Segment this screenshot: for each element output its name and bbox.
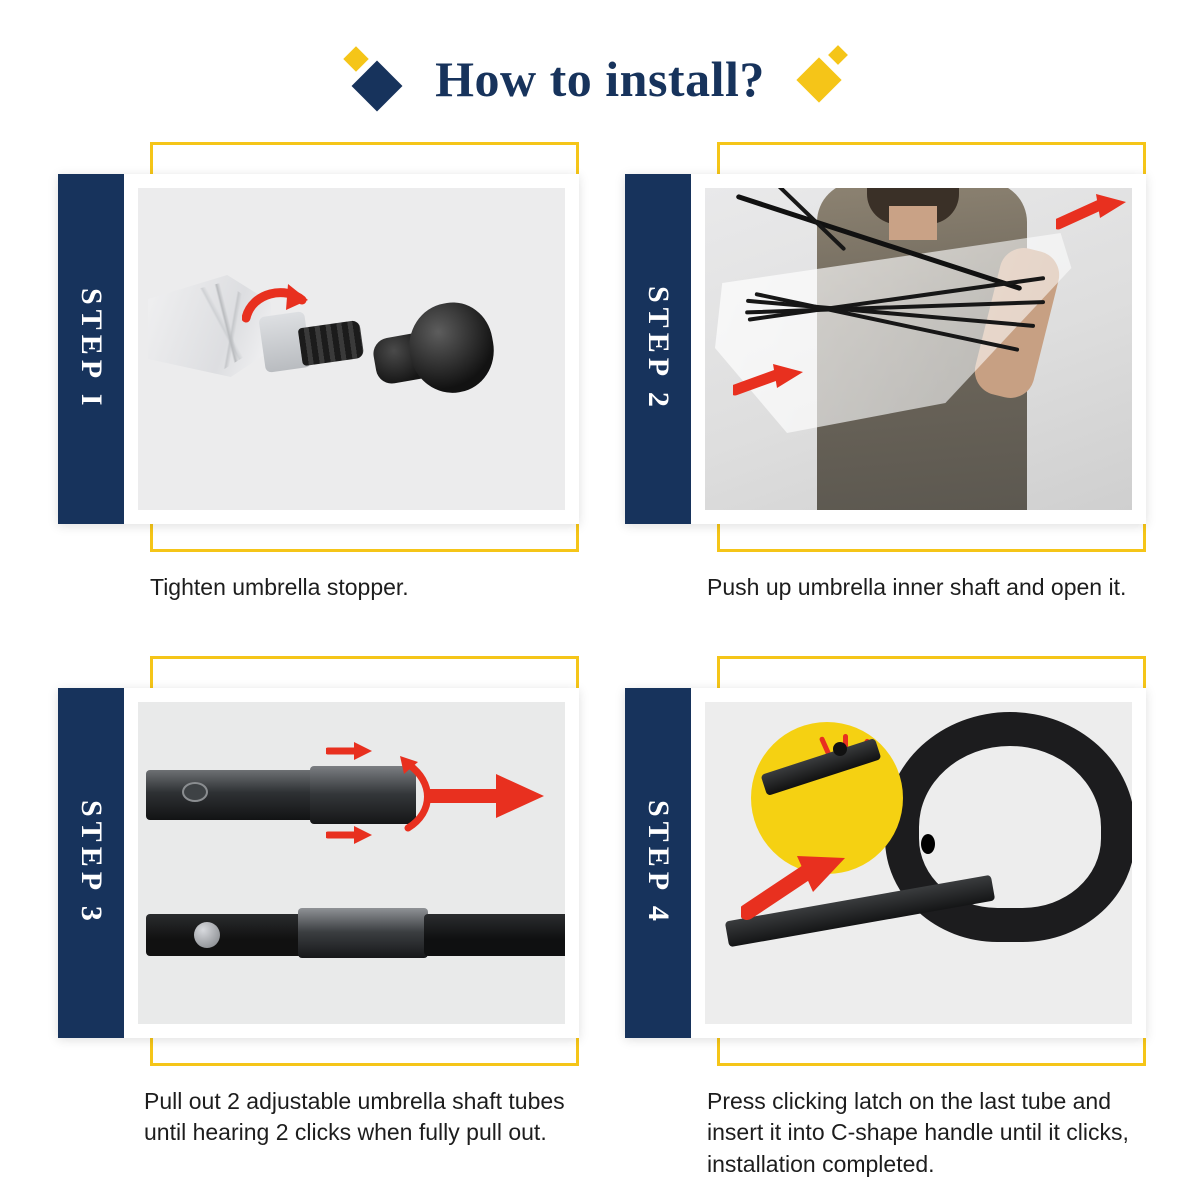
push-up-arrow-icon xyxy=(1056,194,1126,230)
step-3-image xyxy=(138,702,565,1024)
pull-arrow-small-icon-2 xyxy=(326,826,372,844)
step-card-3 xyxy=(58,656,579,1181)
step-card-2 xyxy=(625,142,1146,604)
insert-arrow-icon xyxy=(741,852,851,922)
step-1-tab xyxy=(58,174,124,524)
navy-diamond-icon xyxy=(347,48,409,110)
step-2-image xyxy=(705,188,1132,510)
step-4-tab-label: STEP 4 xyxy=(642,799,675,926)
step-4-image xyxy=(705,702,1132,1024)
yellow-diamond-icon xyxy=(791,48,853,110)
step-3-tab xyxy=(58,688,124,1038)
page-title-row xyxy=(0,48,1200,110)
pull-arrow-big-icon xyxy=(424,774,544,818)
step-1-tab-label: STEP I xyxy=(75,287,108,411)
step-1-caption: Tighten umbrella stopper. xyxy=(150,574,409,600)
push-up-arrow-icon-2 xyxy=(733,364,803,400)
step-card-1 xyxy=(58,142,579,604)
step-3-tab-label: STEP 3 xyxy=(75,799,108,926)
step-4-tab xyxy=(625,688,691,1038)
step-4-caption: Press clicking latch on the last tube and insert it into C-shape handle until it clicks, installation completed. xyxy=(707,1087,1129,1178)
step-2-tab-label: STEP 2 xyxy=(642,286,675,412)
step-1-image xyxy=(138,188,565,510)
step-2-tab xyxy=(625,174,691,524)
steps-row-2 xyxy=(58,656,1146,1181)
pull-arrow-small-icon xyxy=(326,742,372,760)
page-title: How to install? xyxy=(435,51,765,107)
rotate-arrow-icon xyxy=(242,284,308,324)
step-card-4 xyxy=(625,656,1146,1181)
step-2-caption: Push up umbrella inner shaft and open it. xyxy=(707,574,1127,600)
step-3-caption: Pull out 2 adjustable umbrella shaft tubes until hearing 2 clicks when fully pull out. xyxy=(144,1087,565,1146)
steps-row-1 xyxy=(58,142,1146,604)
steps-grid xyxy=(58,142,1146,1181)
